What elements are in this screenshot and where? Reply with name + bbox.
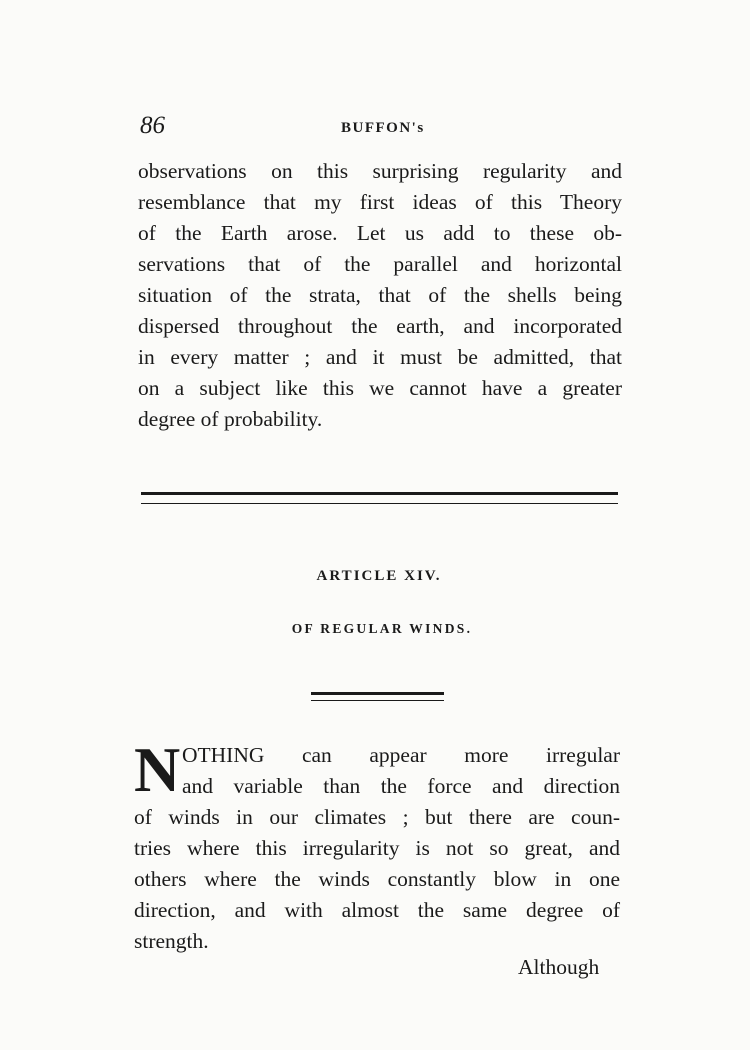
text-line: degree of probability. (138, 407, 323, 431)
section-divider-rule (141, 492, 618, 504)
text-line: tries where this irregularity is not so great, and (134, 836, 620, 860)
article-heading: ARTICLE XIV. (316, 568, 442, 584)
text-line: of the Earth arose. Let us add to these ob- (138, 221, 622, 245)
text-line: in every matter ; and it must be admitted, that (138, 345, 622, 369)
text-line: on a subject like this we cannot have a greater (138, 376, 622, 400)
text-line: strength. (134, 929, 209, 953)
text-line: resemblance that my first ideas of this Theory (138, 190, 622, 214)
heading-rule (311, 692, 444, 701)
text-line: direction, and with almost the same degree of (134, 898, 620, 922)
running-title: BUFFON's (341, 120, 425, 136)
text-line: and variable than the force and direction (182, 774, 620, 798)
text-line: observations on this surprising regularity and (138, 159, 622, 183)
page-number: 86 (140, 112, 165, 139)
text-line: others where the winds constantly blow in one (134, 867, 620, 891)
paragraph-opening (134, 734, 620, 957)
text-line: dispersed throughout the earth, and incorporated (138, 314, 622, 338)
text-line: of winds in our climates ; but there are coun- (134, 805, 620, 829)
text-line: situation of the strata, that of the shells being (138, 283, 622, 307)
text-line: servations that of the parallel and horizontal (138, 252, 622, 276)
drop-cap: N (134, 734, 181, 805)
catchword: Although (518, 955, 600, 979)
article-subheading: OF REGULAR WINDS. (291, 621, 473, 636)
paragraph-continued (138, 156, 622, 435)
text-line: OTHING can appear more irregular (182, 743, 620, 767)
running-head (140, 112, 620, 142)
